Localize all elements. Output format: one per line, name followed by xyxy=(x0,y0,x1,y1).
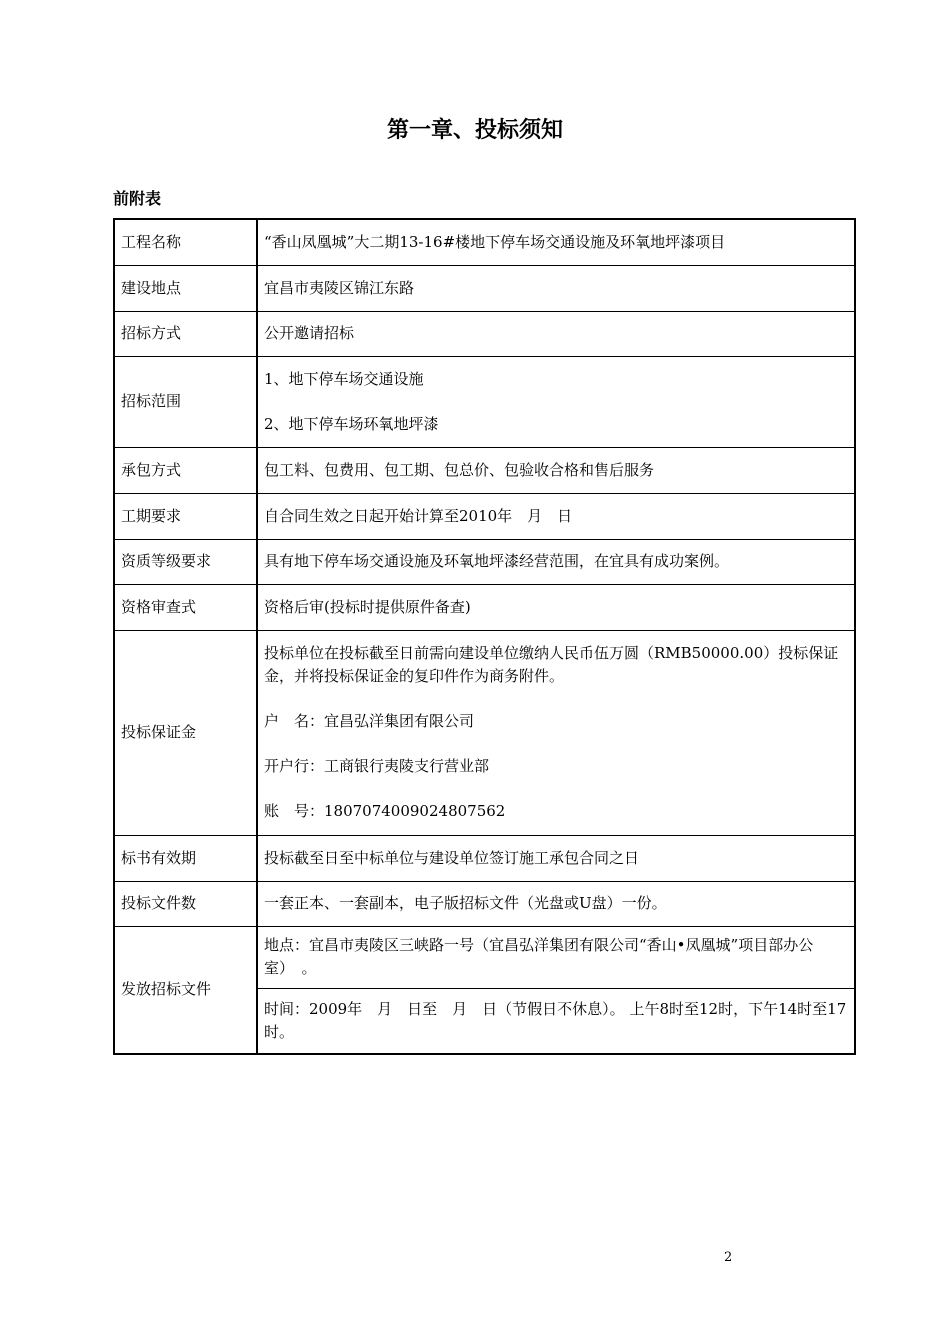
row-value: 自合同生效之日起开始计算至2010年 月 日 xyxy=(257,493,855,539)
row-value: 一套正本、一套副本，电子版招标文件（光盘或U盘）一份。 xyxy=(257,881,855,926)
table-row xyxy=(114,311,855,356)
row-label: 建设地点 xyxy=(114,265,257,311)
scope-line: 2、地下停车场环氧地坪漆 xyxy=(264,414,439,433)
row-label: 标书有效期 xyxy=(114,835,257,881)
distribution-location: 地点：宜昌市夷陵区三峡路一号（宜昌弘洋集团有限公司“香山•凤凰城”项目部办公室） 。 xyxy=(257,926,855,988)
row-value: 投标截至日至中标单位与建设单位签订施工承包合同之日 xyxy=(257,835,855,881)
page-title: 第一章、投标须知 xyxy=(386,118,563,143)
table-row xyxy=(114,926,855,988)
table-row xyxy=(114,539,855,584)
row-label: 资质等级要求 xyxy=(114,539,257,584)
row-value: 包工料、包费用、包工期、包总价、包验收合格和售后服务 xyxy=(257,447,855,493)
bid-info-table xyxy=(113,218,856,1055)
distribution-time: 时间：2009年 月 日至 月 日（节假日不休息）。 上午8时至12时，下午14时至17时。 xyxy=(257,988,855,1054)
row-value: 公开邀请招标 xyxy=(257,311,855,356)
account-name: 户 名：宜昌弘洋集团有限公司 xyxy=(264,712,475,730)
table-row xyxy=(114,630,855,835)
row-label: 投标保证金 xyxy=(114,630,257,835)
row-label: 发放招标文件 xyxy=(114,926,257,1054)
table-row xyxy=(114,835,855,881)
scope-line: 1、地下停车场交通设施 xyxy=(264,369,424,388)
row-label: 工程名称 xyxy=(114,219,257,265)
deposit-description: 投标单位在投标截至日前需向建设单位缴纳人民币伍万圆（RMB50000.00）投标保证金，并将投标保证金的复印件作为商务附件。 xyxy=(264,644,839,685)
bank-name: 开户行：工商银行夷陵支行营业部 xyxy=(264,757,490,775)
row-label: 招标方式 xyxy=(114,311,257,356)
row-label: 工期要求 xyxy=(114,493,257,539)
table-row xyxy=(114,219,855,265)
table-row xyxy=(114,447,855,493)
row-value: 具有地下停车场交通设施及环氧地坪漆经营范围，在宜具有成功案例。 xyxy=(257,539,855,584)
table-row xyxy=(114,881,855,926)
row-value xyxy=(257,630,855,835)
row-value: 资格后审(投标时提供原件备查) xyxy=(257,584,855,630)
row-label: 招标范围 xyxy=(114,356,257,447)
row-value xyxy=(257,356,855,447)
row-value: 宜昌市夷陵区锦江东路 xyxy=(257,265,855,311)
row-label: 资格审查式 xyxy=(114,584,257,630)
table-row xyxy=(114,265,855,311)
table-row xyxy=(114,356,855,447)
row-label: 投标文件数 xyxy=(114,881,257,926)
row-value: “香山凤凰城”大二期13-16#楼地下停车场交通设施及环氧地坪漆项目 xyxy=(257,219,855,265)
page-number: 2 xyxy=(724,1250,733,1265)
table-row xyxy=(114,584,855,630)
table-title: 前附表 xyxy=(113,189,162,208)
row-label: 承包方式 xyxy=(114,447,257,493)
account-number: 账 号：1807074009024807562 xyxy=(264,802,506,820)
table-row xyxy=(114,493,855,539)
